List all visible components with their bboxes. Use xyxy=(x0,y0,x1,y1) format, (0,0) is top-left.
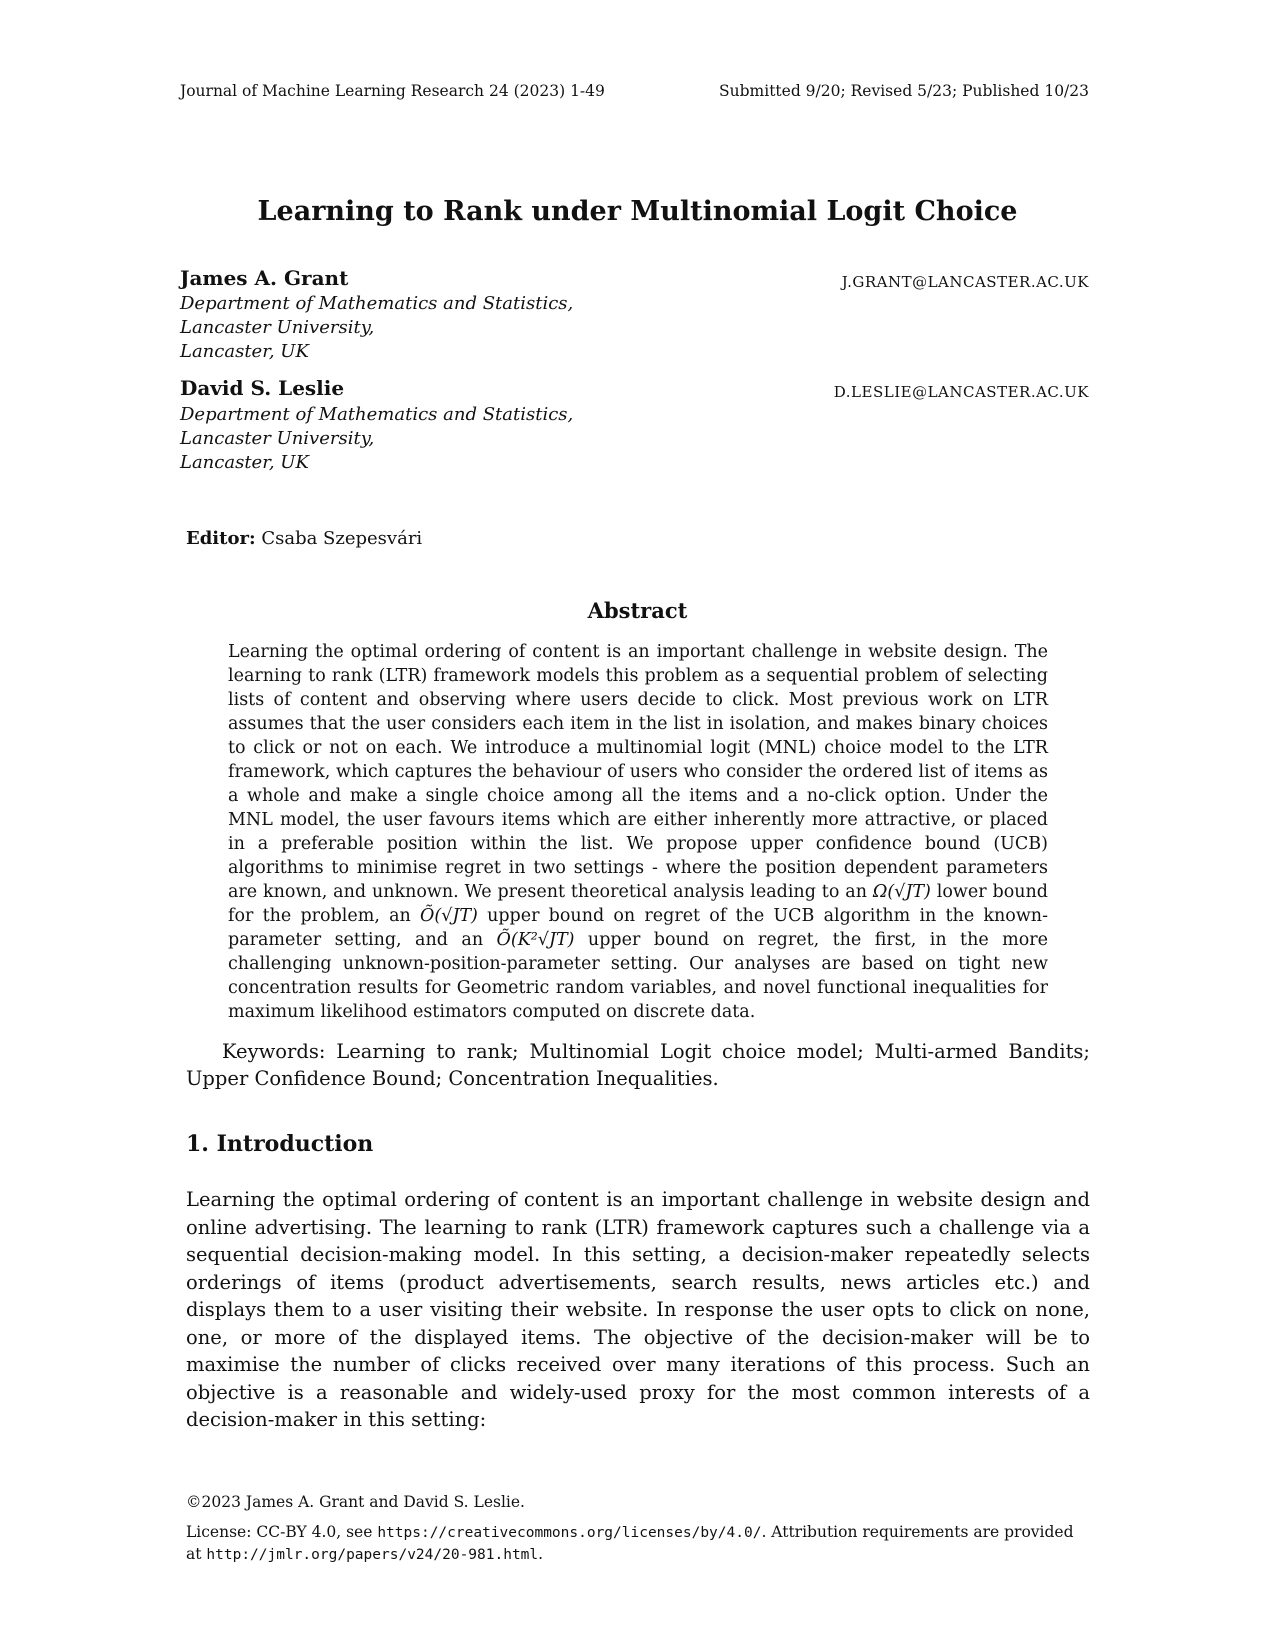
author-email[interactable]: J.GRANT@LANCASTER.AC.UK xyxy=(841,273,1089,291)
copyright-notice: ©2023 James A. Grant and David S. Leslie. xyxy=(186,1493,525,1511)
editor-label: Editor: xyxy=(186,528,256,549)
section-body: Learning the optimal ordering of content is an important challenge in website design and online advertising. The learning to rank (LTR) framework captures such a challenge via a sequential decision-making model. In this setting, a decision-maker repeatedly selects orderings of items (product advertisements, search results, news articles etc.) and displays them to a user visiting their website. In response the user opts to click on none, one, or more of the displayed items. The objective of the decision-maker will be to maximise the number of clicks received over many iterations of this process. Such an objective is a reasonable and widely-used proxy for the most common interests of a decision-maker in this setting: xyxy=(186,1188,1090,1431)
license-notice xyxy=(186,1522,1090,1566)
affiliation-line: Lancaster University, xyxy=(180,428,375,449)
abstract-heading: Abstract xyxy=(587,598,688,623)
keywords-text: Learning to rank; Multinomial Logit choice model; Multi-armed Bandits; Upper Confidence Bound; Concentration Inequalities. xyxy=(186,1040,1091,1090)
math-unknown-bound: Õ(K²√JT) xyxy=(496,930,575,950)
abstract-text: upper bound on regret, the first, in the more challenging unknown-position-parameter setting. Our analyses are based on tight new concentration results for Geometric random variables, and novel functional inequalities for maximum likelihood estimators computed on discrete data. xyxy=(228,930,1048,1022)
editor-line xyxy=(186,528,422,549)
abstract-body xyxy=(228,640,1048,1024)
affiliation-line: Department of Mathematics and Statistics, xyxy=(180,404,574,425)
journal-header: Journal of Machine Learning Research 24 (2023) 1-49 xyxy=(180,82,605,100)
author-affiliation xyxy=(180,403,573,475)
abstract-text: Learning the optimal ordering of content is an important challenge in website design. The learning to rank (LTR) framework models this problem as a sequential problem of selecting lists of content and observing where users decide to click. Most previous work on LTR assumes that the user considers each item in the list in isolation, and makes binary choices to click or not on each. We introduce a multinomial logit (MNL) choice model to the LTR framework, which captures the behaviour of users who consider the ordered list of items as a whole and make a single choice among all the items and a no-click option. Under the MNL model, the user favours items which are either inherently more attractive, or placed in a preferable position within the list. We propose upper confidence bound (UCB) algorithms to minimise regret in two settings - where the position dependent parameters are known, and unknown. We present theoretical analysis leading to an xyxy=(228,642,1048,902)
attribution-link[interactable]: http://jmlr.org/papers/v24/20-981.html xyxy=(206,1547,539,1563)
keywords xyxy=(186,1038,1090,1092)
license-mid: . Attribution requirements are provided at xyxy=(186,1523,1074,1563)
license-prefix: License: CC-BY 4.0, see xyxy=(186,1523,378,1541)
affiliation-line: Department of Mathematics and Statistics, xyxy=(180,293,574,314)
author-email[interactable]: D.LESLIE@LANCASTER.AC.UK xyxy=(833,383,1089,401)
affiliation-line: Lancaster, UK xyxy=(180,341,309,362)
affiliation-line: Lancaster, UK xyxy=(180,452,309,473)
editor-name: Csaba Szepesvári xyxy=(261,528,423,549)
paper-title: Learning to Rank under Multinomial Logit Choice xyxy=(257,196,1018,227)
affiliation-line: Lancaster University, xyxy=(180,317,375,338)
math-upper-bound: Õ(√JT) xyxy=(420,906,478,926)
author-name: David S. Leslie xyxy=(180,376,345,400)
section-heading: 1. Introduction xyxy=(186,1131,374,1157)
math-lower-bound: Ω(√JT) xyxy=(872,882,931,902)
author-affiliation xyxy=(180,292,573,364)
publication-dates: Submitted 9/20; Revised 5/23; Published 10/23 xyxy=(719,82,1089,100)
abstract-text: upper bound on regret of the UCB algorithm in the known-parameter setting, and an xyxy=(228,906,1048,950)
keywords-label: Keywords: xyxy=(222,1040,326,1063)
license-end: . xyxy=(538,1545,544,1563)
abstract-text: lower bound for the problem, an xyxy=(228,882,1048,926)
license-link[interactable]: https://creativecommons.org/licenses/by/4.0/ xyxy=(377,1525,762,1541)
author-name: James A. Grant xyxy=(180,266,349,290)
